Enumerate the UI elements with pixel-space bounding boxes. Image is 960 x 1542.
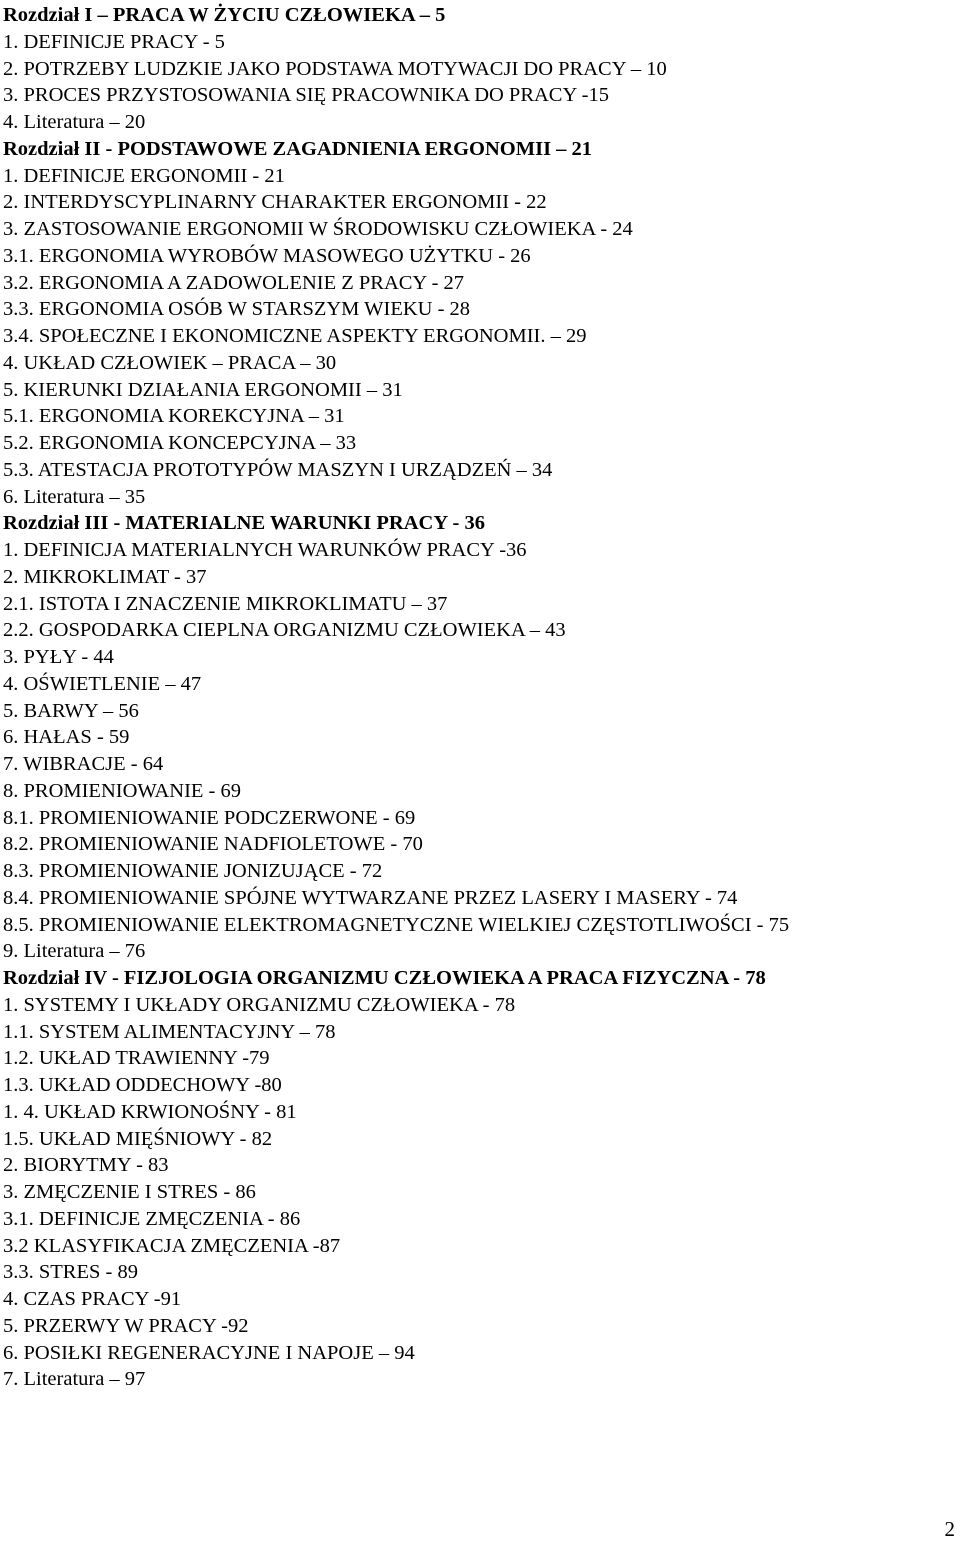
toc-entry: 5.1. ERGONOMIA KOREKCYJNA – 31 (3, 405, 345, 428)
toc-entry: 2.1. ISTOTA I ZNACZENIE MIKROKLIMATU – 37 (3, 592, 448, 615)
toc-entry: 3. PROCES PRZYSTOSOWANIA SIĘ PRACOWNIKA DO PRACY -15 (3, 84, 609, 107)
toc-entry: 1. DEFINICJE ERGONOMII - 21 (3, 164, 285, 187)
toc-chapter-heading: Rozdział III - MATERIALNE WARUNKI PRACY - 36 (3, 512, 485, 535)
toc-entry: 5.2. ERGONOMIA KONCEPCYJNA – 33 (3, 432, 357, 454)
toc-entry: 3.3. STRES - 89 (3, 1261, 138, 1284)
toc-entry: 3. ZMĘCZENIE I STRES - 86 (3, 1181, 256, 1203)
toc-entry: 8.2. PROMIENIOWANIE NADFIOLETOWE - 70 (3, 833, 423, 856)
toc-entry: 1. DEFINICJE PRACY - 5 (3, 30, 225, 53)
toc-entry: 1. 4. UKŁAD KRWIONOŚNY - 81 (3, 1100, 297, 1123)
toc-entry: 3.2 KLASYFIKACJA ZMĘCZENIA -87 (3, 1234, 341, 1257)
toc-entry: 8.5. PROMIENIOWANIE ELEKTROMAGNETYCZNE WIELKIEJ CZĘSTOTLIWOŚCI - 75 (3, 913, 790, 936)
toc-chapter-heading: Rozdział II - PODSTAWOWE ZAGADNIENIA ERGONOMII – 21 (3, 137, 593, 160)
toc-chapter-heading: Rozdział IV - FIZJOLOGIA ORGANIZMU CZŁOWIEKA A PRACA FIZYCZNA - 78 (3, 967, 766, 989)
toc-entry: 5.3. ATESTACJA PROTOTYPÓW MASZYN I URZĄDZEŃ – 34 (3, 458, 553, 481)
toc-entry: 8.1. PROMIENIOWANIE PODCZERWONE - 69 (3, 806, 416, 829)
toc-entry: 1. SYSTEMY I UKŁADY ORGANIZMU CZŁOWIEKA - 78 (3, 993, 516, 1016)
toc-entry: 4. UKŁAD CZŁOWIEK – PRACA – 30 (3, 351, 337, 374)
toc-entry: 1.5. UKŁAD MIĘŚNIOWY - 82 (3, 1127, 273, 1150)
toc-entry: 7. WIBRACJE - 64 (3, 753, 164, 775)
toc-entry: 3.2. ERGONOMIA A ZADOWOLENIE Z PRACY - 27 (3, 271, 465, 294)
toc-entry: 2. MIKROKLIMAT - 37 (3, 565, 207, 588)
toc-entry: 2.2. GOSPODARKA CIEPLNA ORGANIZMU CZŁOWIEKA – 43 (3, 619, 566, 642)
toc-entry: 2. INTERDYSCYPLINARNY CHARAKTER ERGONOMII - 22 (3, 191, 547, 214)
toc-entry: 3.4. SPOŁECZNE I EKONOMICZNE ASPEKTY ERGONOMII. – 29 (3, 325, 587, 347)
page-number: 2 (944, 1517, 955, 1541)
toc-entry: 8.4. PROMIENIOWANIE SPÓJNE WYTWARZANE PRZEZ LASERY I MASERY - 74 (3, 886, 738, 909)
toc-entry: 2. POTRZEBY LUDZKIE JAKO PODSTAWA MOTYWACJI DO PRACY – 10 (3, 57, 667, 80)
toc-entry: 4. Literatura – 20 (3, 111, 146, 133)
toc-entry: 3. ZASTOSOWANIE ERGONOMII W ŚRODOWISKU CZŁOWIEKA - 24 (3, 218, 633, 240)
toc-entry: 1.2. UKŁAD TRAWIENNY -79 (3, 1047, 270, 1070)
toc-entry: 1.3. UKŁAD ODDECHOWY -80 (3, 1074, 282, 1096)
toc-entry: 5. KIERUNKI DZIAŁANIA ERGONOMII – 31 (3, 378, 403, 401)
toc-entry: 9. Literatura – 76 (3, 940, 146, 963)
toc-entry: 6. POSIŁKI REGENERACYJNE I NAPOJE – 94 (3, 1341, 415, 1364)
toc-entry: 2. BIORYTMY - 83 (3, 1154, 169, 1177)
toc-entry: 1.1. SYSTEM ALIMENTACYJNY – 78 (3, 1020, 336, 1043)
toc-chapter-heading: Rozdział I – PRACA W ŻYCIU CZŁOWIEKA – 5 (3, 4, 446, 26)
toc-entry: 8.3. PROMIENIOWANIE JONIZUJĄCE - 72 (3, 860, 383, 882)
toc-entry: 3. PYŁY - 44 (3, 646, 114, 668)
toc-entry: 1. DEFINICJA MATERIALNYCH WARUNKÓW PRACY -36 (3, 539, 527, 561)
toc-entry: 3.3. ERGONOMIA OSÓB W STARSZYM WIEKU - 28 (3, 298, 471, 321)
toc-entry: 3.1. ERGONOMIA WYROBÓW MASOWEGO UŻYTKU - 26 (3, 244, 531, 267)
toc-entry: 4. CZAS PRACY -91 (3, 1288, 182, 1310)
toc-entry: 6. Literatura – 35 (3, 485, 146, 508)
toc-entry: 5. BARWY – 56 (3, 699, 139, 722)
table-of-contents (3, 2, 953, 1393)
toc-entry: 3.1. DEFINICJE ZMĘCZENIA - 86 (3, 1207, 301, 1230)
toc-entry: 6. HAŁAS - 59 (3, 726, 130, 749)
toc-entry: 8. PROMIENIOWANIE - 69 (3, 779, 242, 802)
toc-entry: 5. PRZERWY W PRACY -92 (3, 1314, 249, 1337)
toc-entry: 7. Literatura – 97 (3, 1368, 146, 1391)
toc-entry: 4. OŚWIETLENIE – 47 (3, 672, 202, 695)
